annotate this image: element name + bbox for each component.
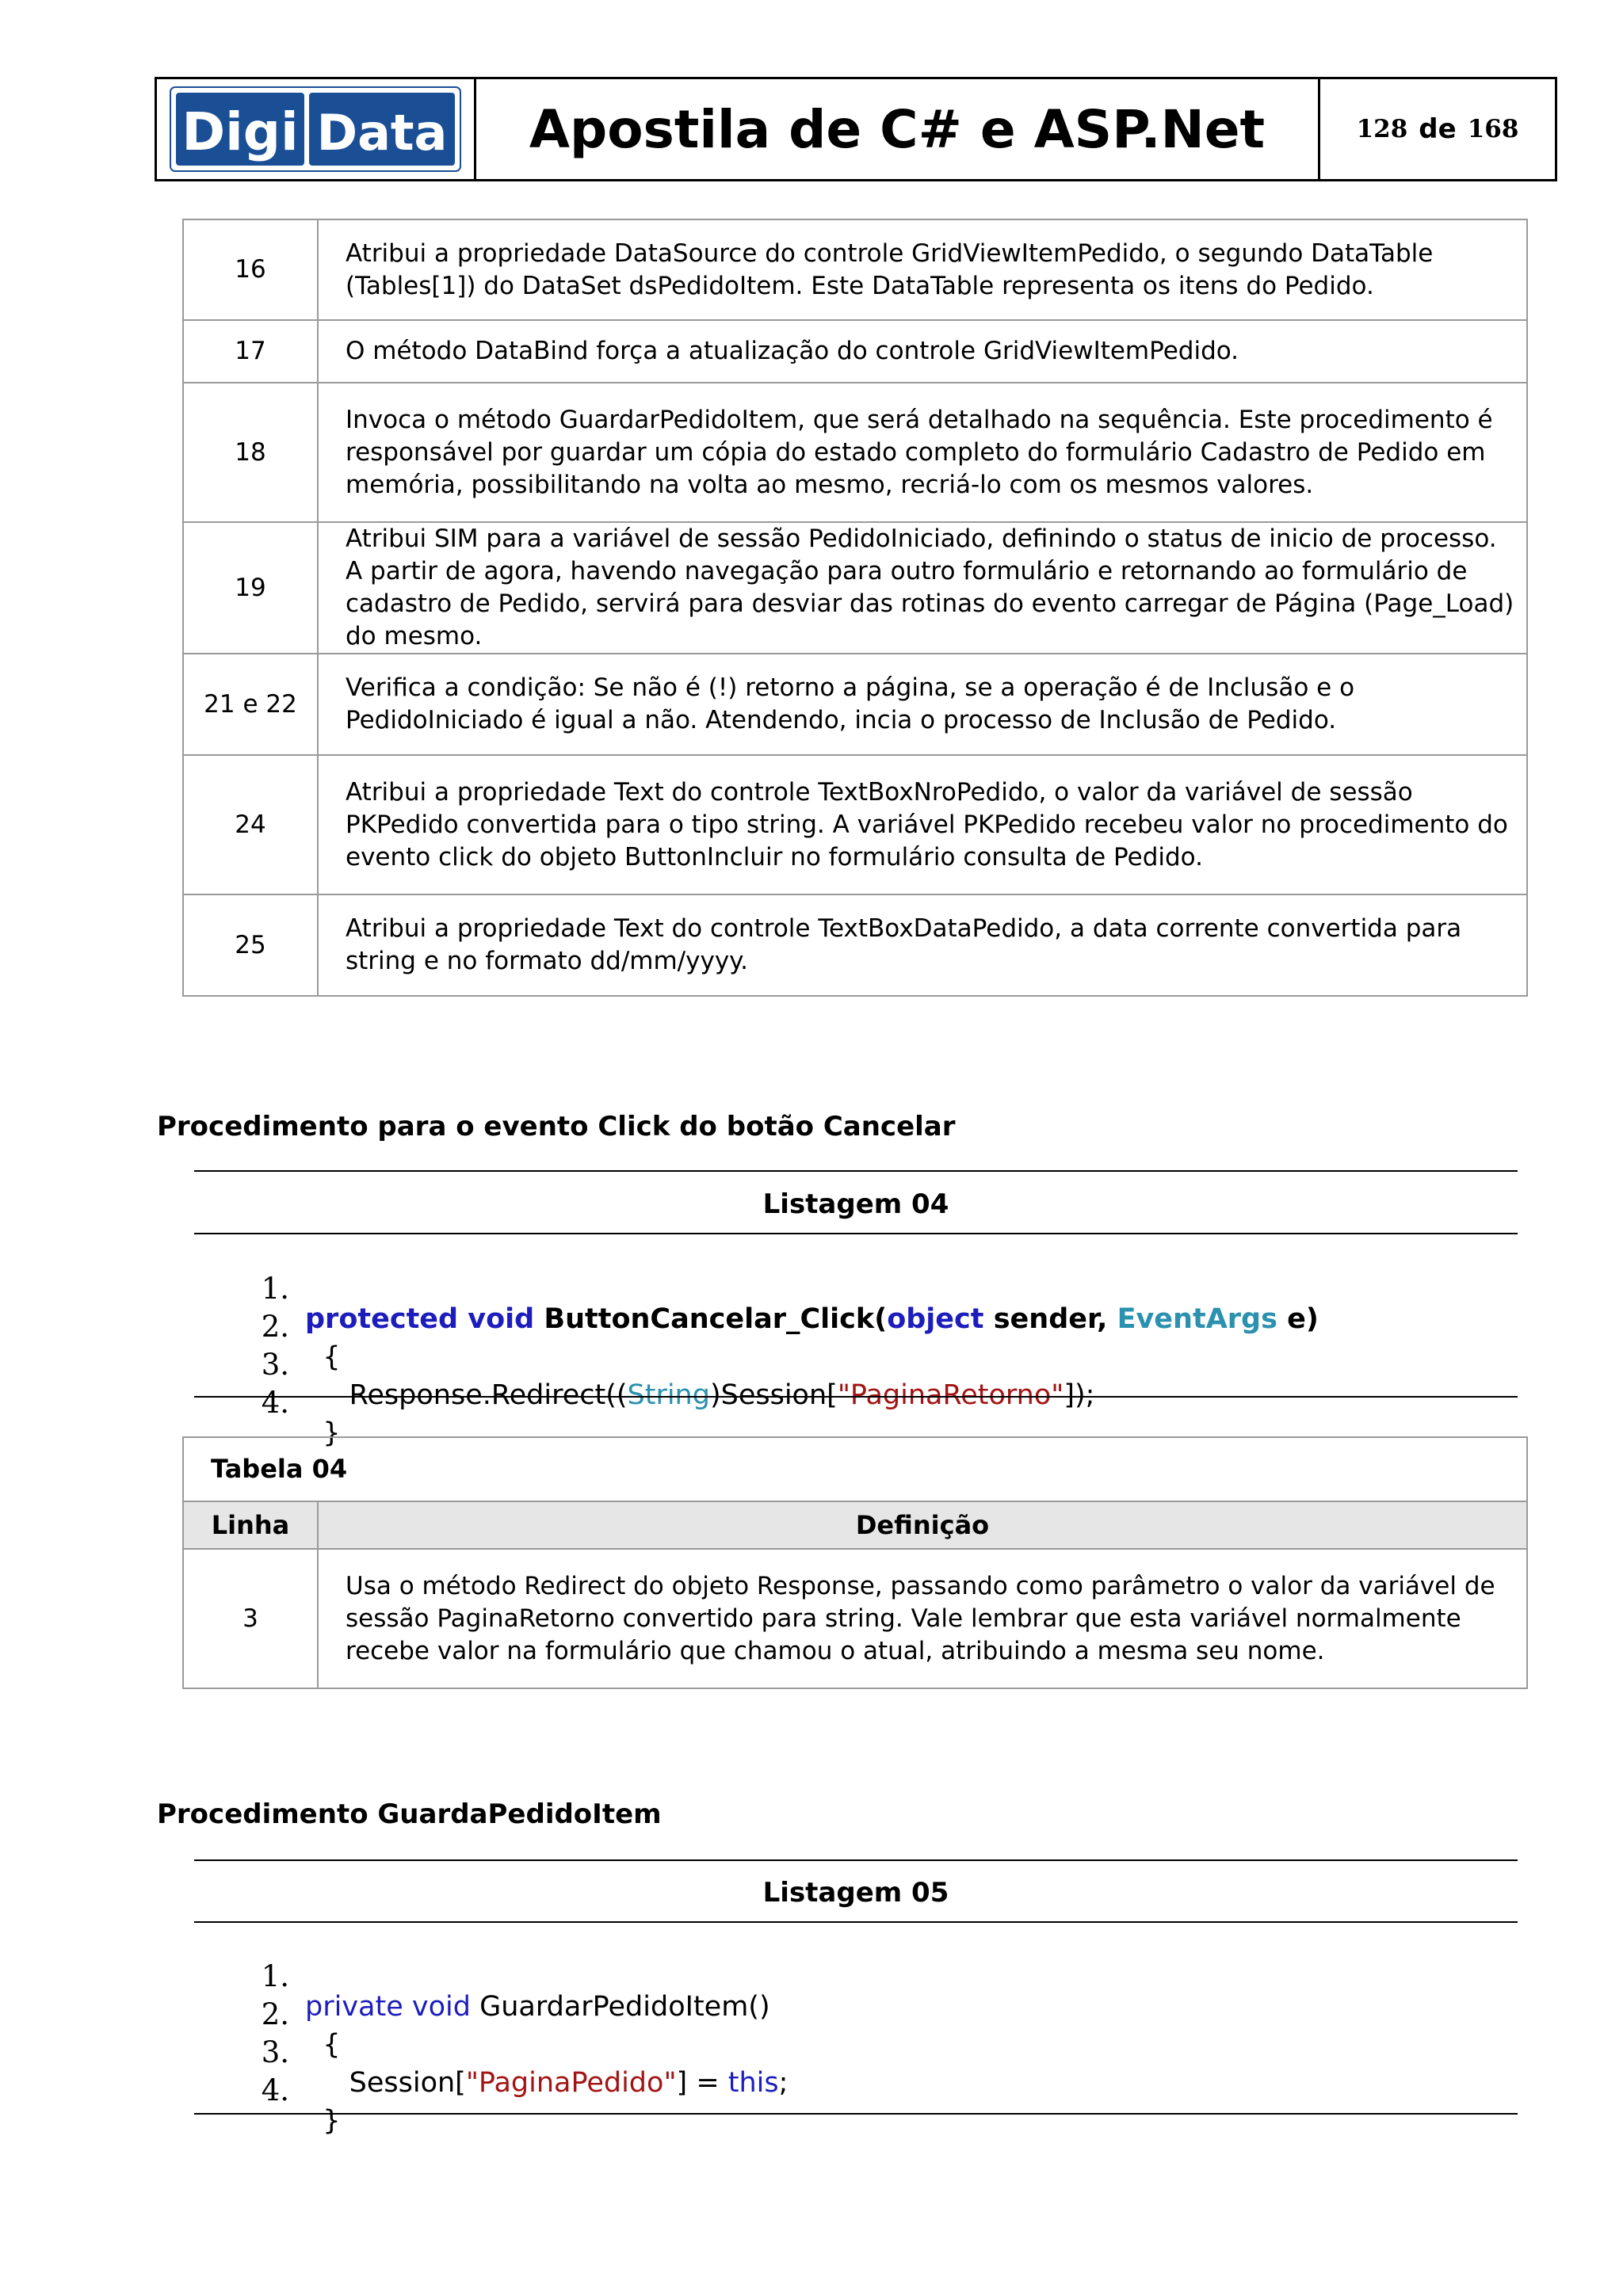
table-row [183, 383, 1527, 522]
code-text: ]); [1064, 1379, 1095, 1411]
table-row [183, 654, 1527, 755]
code-text: sender, [983, 1303, 1117, 1335]
listing-04-title: Listagem 04 [762, 1188, 949, 1220]
section-heading-guarda: Procedimento GuardaPedidoItem [157, 1798, 662, 1830]
code-line [194, 1928, 770, 2023]
table-row [183, 522, 1527, 654]
code-line [194, 1240, 1319, 1335]
page-current: 128 [1356, 115, 1408, 143]
code-line-number: 2. [261, 1997, 289, 2031]
code-text: Response.Redirect(( [305, 1379, 628, 1411]
section-heading-cancelar: Procedimento para o evento Click do botão Cancelar [157, 1111, 956, 1142]
line-number: 25 [183, 894, 318, 996]
code-text: ; [778, 2067, 789, 2099]
table-row [183, 219, 1527, 320]
code-keyword: this [727, 2067, 779, 2099]
line-definition: O método DataBind força a atualização do controle GridViewItemPedido. [318, 320, 1527, 383]
code-text: e) [1277, 1303, 1319, 1335]
column-header-linha: Linha [183, 1501, 318, 1549]
code-string: "PaginaRetorno" [837, 1379, 1064, 1411]
table-row [183, 1549, 1527, 1688]
listing-rule-bottom [194, 2113, 1518, 2115]
code-text: )Session[ [709, 1379, 838, 1411]
code-line-number: 4. [261, 2073, 289, 2107]
listing-rule-mid [194, 1921, 1518, 1923]
code-line-number: 4. [261, 1386, 289, 1420]
line-number: 19 [183, 522, 318, 654]
code-line-number: 1. [261, 1959, 289, 1993]
line-definition: Atribui SIM para a variável de sessão PedidoIniciado, definindo o status de inicio de processo. A partir de agora, havendo navegação para outro formulário e retornando ao formulário de cadastro de Pedido, servirá para desviar das rotinas do evento carregar de Página (Page_Load) do mesmo. [318, 522, 1527, 654]
table-row [183, 755, 1527, 894]
code-text: { [305, 1341, 341, 1373]
listing-rule-top [194, 1170, 1518, 1172]
code-text: } [305, 1417, 341, 1449]
code-text: } [305, 2105, 341, 2137]
code-line [194, 2042, 341, 2137]
code-text: { [305, 2029, 341, 2061]
logo-cell [157, 79, 476, 179]
table-header-row [183, 1501, 1527, 1549]
line-number: 3 [183, 1549, 318, 1688]
definition-table-04 [182, 1436, 1528, 1689]
line-definition: Verifica a condição: Se não é (!) retorno a página, se a operação é de Inclusão e o PedidoIniciado é igual a não. Atendendo, incia o processo de Inclusão de Pedido. [318, 654, 1527, 755]
listing-05-title: Listagem 05 [762, 1877, 949, 1909]
line-number: 17 [183, 320, 318, 383]
table-row [183, 894, 1527, 996]
line-definition: Atribui a propriedade Text do controle TextBoxNroPedido, o valor da variável de sessão PKPedido convertida para o tipo string. A variável PKPedido recebeu valor no procedimento do evento click do objeto ButtonIncluir no formulário consulta de Pedido. [318, 755, 1527, 894]
code-keyword: private void [305, 1991, 471, 2023]
title-cell [476, 79, 1320, 179]
svg-text:Data: Data [316, 104, 448, 162]
code-line-number: 1. [261, 1272, 289, 1306]
code-line [194, 1354, 341, 1449]
code-text: Session[ [305, 2067, 466, 2099]
table-caption-row [183, 1437, 1527, 1501]
column-header-definicao: Definição [318, 1501, 1527, 1549]
code-line [194, 1278, 341, 1373]
svg-text:Digi: Digi [181, 101, 299, 162]
digidata-logo [170, 86, 461, 172]
line-definition: Atribui a propriedade DataSource do controle GridViewItemPedido, o segundo DataTable (Tables[1]) do DataSet dsPedidoItem. Este DataTable representa os itens do Pedido. [318, 219, 1527, 320]
page-of-label: de [1419, 113, 1457, 145]
listing-rule-top [194, 1859, 1518, 1861]
code-string: "PaginaPedido" [465, 2067, 677, 2099]
line-number: 24 [183, 755, 318, 894]
listing-rule-mid [194, 1233, 1518, 1234]
code-keyword: protected void [305, 1303, 535, 1335]
code-line-number: 2. [261, 1310, 289, 1344]
line-number: 21 e 22 [183, 654, 318, 755]
code-text: ] = [676, 2067, 728, 2099]
listing-rule-bottom [194, 1396, 1518, 1398]
code-text: GuardarPedidoItem() [470, 1991, 770, 2023]
line-definition: Atribui a propriedade Text do controle TextBoxDataPedido, a data corrente convertida para string e no formato dd/mm/yyyy. [318, 894, 1527, 996]
code-line [194, 1966, 341, 2061]
code-line-number: 3. [261, 2035, 289, 2069]
page-number-cell [1320, 79, 1555, 179]
definition-table-continued [182, 219, 1528, 997]
code-keyword: object [887, 1303, 984, 1335]
code-line-number: 3. [261, 1348, 289, 1382]
page-total: 168 [1467, 115, 1519, 143]
code-type: String [627, 1379, 710, 1411]
table-row [183, 320, 1527, 383]
line-definition: Invoca o método GuardarPedidoItem, que será detalhado na sequência. Este procedimento é responsável por guardar um cópia do estado completo do formulário Cadastro de Pedido em memória, possibilitando na volta ao mesmo, recriá-lo com os mesmos valores. [318, 383, 1527, 522]
page-header [155, 77, 1557, 181]
line-definition: Usa o método Redirect do objeto Response, passando como parâmetro o valor da variável de sessão PaginaRetorno convertido para string. Vale lembrar que esta variável normalmente recebe valor na formulário que chamou o atual, atribuindo a mesma seu nome. [318, 1549, 1527, 1688]
line-number: 18 [183, 383, 318, 522]
line-number: 16 [183, 219, 318, 320]
document-title: Apostila de C# e ASP.Net [529, 98, 1266, 160]
code-text: ButtonCancelar_Click( [534, 1303, 888, 1335]
code-type: EventArgs [1117, 1303, 1277, 1335]
table-caption: Tabela 04 [183, 1437, 1527, 1501]
